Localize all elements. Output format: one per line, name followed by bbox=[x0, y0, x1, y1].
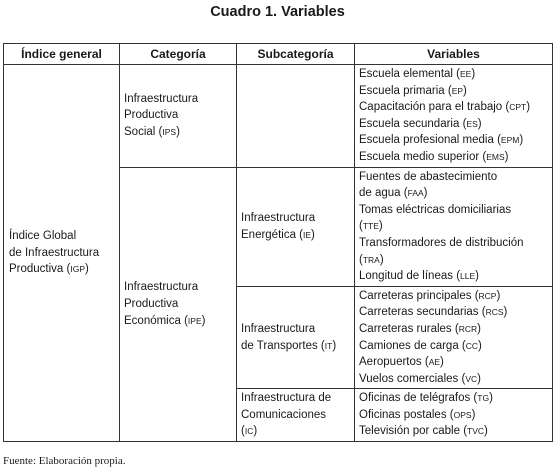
variable-abbr: RCR bbox=[458, 323, 478, 334]
variable-item bbox=[359, 235, 548, 252]
variables-energia-cell bbox=[355, 167, 553, 286]
variable-item: de agua (FAA) bbox=[359, 187, 428, 200]
variable-abbr: EE bbox=[460, 69, 472, 79]
variable-abbr: ES bbox=[466, 118, 478, 129]
variable-name: Escuela medio superior bbox=[359, 150, 480, 163]
variable-item: Carreteras principales (RCP) bbox=[359, 289, 501, 302]
variable-item: Carreteras rurales (RCR) bbox=[359, 322, 481, 335]
variable-item: Escuela primaria (EP) bbox=[359, 84, 467, 97]
categoria-social-cell bbox=[120, 65, 237, 168]
source-note: Fuente: Elaboración propia. bbox=[3, 455, 126, 467]
variable-name: Vuelos comerciales bbox=[359, 372, 459, 385]
variable-item: Oficinas de telégrafos (TG) bbox=[359, 392, 493, 405]
variable-name: Escuela primaria bbox=[359, 84, 445, 97]
header-variables: Variables bbox=[355, 44, 553, 65]
indice-line-abbr: Productiva (IGP) bbox=[9, 263, 89, 276]
variable-name: Longitud de líneas bbox=[359, 270, 453, 283]
categoria-line: Infraestructura bbox=[124, 281, 199, 294]
variable-item bbox=[359, 169, 548, 186]
variable-name: Capacitación para el trabajo bbox=[359, 101, 503, 114]
variable-name: Escuela elemental bbox=[359, 68, 453, 80]
subcategoria-line: Infraestructura bbox=[241, 212, 316, 225]
header-categoria: Categoría bbox=[120, 44, 237, 65]
variable-item: Televisión por cable (TVC) bbox=[359, 425, 488, 438]
categoria-line: Productiva bbox=[124, 109, 179, 122]
variable-abbr: RCP bbox=[478, 290, 497, 301]
subcategoria-line-abbr: (IC) bbox=[241, 425, 258, 438]
indice-general-cell bbox=[4, 65, 120, 442]
table-title: Cuadro 1. Variables bbox=[210, 4, 345, 20]
variable-abbr: CC bbox=[465, 340, 479, 351]
variable-name: Oficinas de telégrafos bbox=[359, 392, 471, 405]
variable-item: Oficinas postales (OPS) bbox=[359, 408, 476, 421]
variable-item: Longitud de líneas (LLE) bbox=[359, 270, 479, 283]
subcategoria-energetica-cell bbox=[237, 167, 355, 286]
variable-abbr: LLE bbox=[460, 271, 476, 282]
variable-abbr: VC bbox=[465, 373, 478, 384]
variables-social-cell bbox=[355, 65, 553, 168]
subcategoria-line: Comunicaciones bbox=[241, 408, 327, 421]
variable-name: Carreteras rurales bbox=[359, 322, 452, 335]
subcategoria-empty-cell bbox=[237, 65, 355, 168]
variable-name: Aeropuertos bbox=[359, 356, 422, 369]
subcategoria-line: Infraestructura bbox=[241, 322, 316, 335]
variable-item: Camiones de carga (CC) bbox=[359, 339, 482, 352]
variables-comunicaciones-cell bbox=[355, 389, 553, 442]
subcategoria-line: Infraestructura de bbox=[241, 392, 332, 405]
variable-abbr: EMS bbox=[486, 151, 505, 162]
variable-item bbox=[359, 202, 548, 219]
variable-abbr: TG bbox=[477, 393, 490, 404]
indice-line: Índice Global bbox=[9, 230, 77, 243]
variable-name: de agua bbox=[359, 187, 401, 200]
variable-item: Aeropuertos (AE) bbox=[359, 356, 444, 369]
subcategoria-line-abbr: de Transportes (IT) bbox=[241, 339, 337, 352]
variable-item: Escuela medio superior (EMS) bbox=[359, 150, 509, 163]
variable-name: Escuela profesional media bbox=[359, 134, 494, 147]
variables-transportes-cell bbox=[355, 286, 553, 389]
variable-item: Escuela secundaria (ES) bbox=[359, 117, 482, 130]
variable-item: Escuela elemental (EE) bbox=[359, 68, 476, 80]
categoria-line: Productiva bbox=[124, 298, 179, 311]
header-subcategoria: Subcategoría bbox=[237, 44, 355, 65]
header-row bbox=[4, 44, 553, 65]
subcategoria-line-abbr: Energética (IE) bbox=[241, 228, 315, 241]
variable-name: Camiones de carga bbox=[359, 339, 459, 352]
categoria-economica-cell bbox=[120, 167, 237, 442]
variable-name: Escuela secundaria bbox=[359, 117, 460, 130]
variable-name: Tomas eléctricas domiciliarias bbox=[359, 203, 512, 216]
variable-name: Fuentes de abastecimiento bbox=[359, 170, 498, 183]
variable-abbr: TRA bbox=[362, 254, 380, 265]
variable-name: Carreteras principales bbox=[359, 289, 472, 302]
header-indice-general: Índice general bbox=[4, 44, 120, 65]
subcategoria-transportes-cell bbox=[237, 286, 355, 389]
indice-line: de Infraestructura bbox=[9, 246, 100, 259]
variable-abbr: TVC bbox=[467, 426, 485, 437]
table-row bbox=[4, 65, 553, 168]
categoria-line-abbr: Social (IPS) bbox=[124, 126, 180, 139]
variable-name: Televisión por cable bbox=[359, 425, 461, 438]
variable-item: Carreteras secundarias (RCS) bbox=[359, 306, 508, 319]
subcategoria-comunicaciones-cell bbox=[237, 389, 355, 442]
variable-abbr: TTE bbox=[362, 221, 379, 232]
variable-item: (TTE) bbox=[359, 220, 383, 233]
variables-table bbox=[3, 43, 553, 442]
variable-abbr: EP bbox=[451, 85, 464, 96]
variable-abbr: CPT bbox=[509, 102, 527, 113]
variable-item: Escuela profesional media (EPM) bbox=[359, 134, 524, 147]
variable-item: (TRA) bbox=[359, 253, 384, 266]
variable-name: Carreteras secundarias bbox=[359, 306, 479, 319]
variable-name: Oficinas postales bbox=[359, 408, 447, 421]
variable-abbr: AE bbox=[428, 357, 441, 368]
variable-item: Capacitación para el trabajo (CPT) bbox=[359, 101, 531, 114]
categoria-line-abbr: Económica (IPE) bbox=[124, 314, 206, 327]
variable-abbr: FAA bbox=[407, 188, 424, 199]
variable-abbr: OPS bbox=[453, 409, 472, 420]
variable-item: Vuelos comerciales (VC) bbox=[359, 372, 481, 385]
variable-abbr: RCS bbox=[485, 307, 504, 318]
variable-abbr: EPM bbox=[500, 135, 520, 146]
categoria-line: Infraestructura bbox=[124, 92, 199, 105]
variable-name: Transformadores de distribución bbox=[359, 236, 524, 249]
